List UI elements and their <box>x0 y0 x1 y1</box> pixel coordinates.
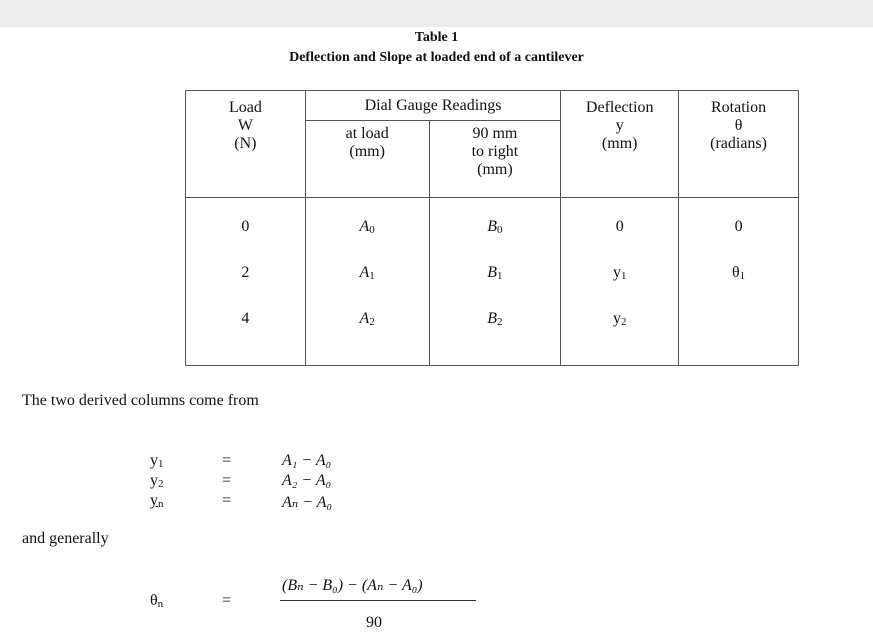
top-bar <box>0 0 873 27</box>
header-right-unit: (mm) <box>477 161 513 179</box>
eq1-right: A₁ − A₀ <box>282 452 332 469</box>
cell-y-2-sub: 2 <box>620 316 627 328</box>
cell-b-2-letter: B <box>487 310 498 327</box>
cell-y-0-value: 0 <box>615 218 624 235</box>
cell-a-2 <box>306 310 429 356</box>
header-right-title: to right <box>471 143 519 161</box>
cell-a-0 <box>306 218 429 264</box>
eq3-left-letter: y <box>150 492 158 509</box>
cell-r-1-value: θ <box>731 264 740 281</box>
table-title: Deflection and Slope at loaded end of a cantilever <box>289 50 584 65</box>
cell-y-1-value: y <box>612 264 621 281</box>
fraction-denominator: 90 <box>366 614 382 631</box>
eq1-sign: = <box>222 452 232 469</box>
header-dial: Dial Gauge Readings <box>305 91 561 121</box>
header-load-unit: (N) <box>234 135 257 152</box>
col-deflection <box>561 198 679 366</box>
cell-b-1 <box>430 264 561 310</box>
header-right-dist: 90 mm <box>472 125 518 143</box>
eq2-right: A₂ − A₀ <box>282 472 332 489</box>
cell-a-0-letter: A <box>359 218 370 235</box>
header-load-symbol: W <box>237 117 253 134</box>
header-rotation-unit: (radians) <box>710 135 767 152</box>
cell-b-2-sub: 2 <box>497 316 503 328</box>
header-deflection-title: Deflection <box>585 99 654 116</box>
theta-left <box>150 592 163 610</box>
cell-b-0-letter: B <box>487 218 498 235</box>
eq1-left-sub: 1 <box>158 458 164 470</box>
cell-y-1-sub: 1 <box>620 270 627 282</box>
fraction-line <box>280 600 476 601</box>
eq3-sign: = <box>222 492 232 509</box>
eq2-sign: = <box>222 472 232 489</box>
header-right <box>429 121 561 198</box>
cell-r-1 <box>679 264 798 310</box>
cell-b-0 <box>430 218 561 264</box>
cell-r-0 <box>679 218 798 264</box>
col-at-load <box>305 198 429 366</box>
cell-a-1-letter: A <box>359 264 370 281</box>
header-at-load <box>305 121 429 198</box>
generally-text: and generally <box>22 530 109 547</box>
col-load <box>186 198 306 366</box>
cell-y-2 <box>561 310 678 356</box>
cell-a-2-sub: 2 <box>369 316 375 328</box>
header-deflection <box>561 91 679 198</box>
cell-w-0: 0 <box>241 218 250 235</box>
cell-b-0-sub: 0 <box>497 224 503 236</box>
cell-a-1-sub: 1 <box>369 270 375 282</box>
eq3-left <box>150 492 164 510</box>
cell-r-1-sub: 1 <box>739 270 746 282</box>
eq3-right: Aₙ − A₀ <box>282 494 333 511</box>
header-at-load-title: at load <box>345 125 389 143</box>
results-table <box>185 90 799 366</box>
cell-b-2 <box>430 310 561 356</box>
cell-r-2 <box>679 310 798 356</box>
col-rotation <box>679 198 799 366</box>
cell-a-0-sub: 0 <box>369 224 375 236</box>
header-rotation-title: Rotation <box>711 99 767 116</box>
cell-r-0-value: 0 <box>734 218 743 235</box>
theta-sub: n <box>157 598 164 610</box>
header-load-title: Load <box>228 99 262 116</box>
fraction-numerator: (Bₙ − B₀) − (Aₙ − A₀) <box>282 577 423 594</box>
cell-b-1-letter: B <box>487 264 498 281</box>
header-at-load-unit: (mm) <box>349 143 385 161</box>
eq1-left-letter: y <box>150 452 158 469</box>
eq2-left-letter: y <box>150 472 158 489</box>
cell-a-1 <box>306 264 429 310</box>
eq2-left-sub: 2 <box>158 478 164 490</box>
cell-w-2: 4 <box>241 310 250 327</box>
header-load <box>186 91 306 198</box>
cell-y-1 <box>561 264 678 310</box>
eq3-left-sub: n <box>158 498 164 510</box>
col-right <box>429 198 561 366</box>
header-rotation-symbol: θ <box>734 117 743 134</box>
cell-y-2-value: y <box>612 310 621 327</box>
theta-sign: = <box>222 592 232 609</box>
cell-a-2-letter: A <box>359 310 370 327</box>
cell-y-0 <box>561 218 678 264</box>
derived-text: The two derived columns come from <box>22 392 259 409</box>
cell-b-1-sub: 1 <box>497 270 503 282</box>
header-rotation <box>679 91 799 198</box>
cell-w-1: 2 <box>241 264 250 281</box>
table-label: Table 1 <box>414 30 459 45</box>
theta-symbol: θ <box>150 592 158 609</box>
header-deflection-unit: (mm) <box>601 135 638 152</box>
eq2-left <box>150 472 164 490</box>
header-deflection-symbol: y <box>615 117 624 134</box>
eq1-left <box>150 452 164 470</box>
